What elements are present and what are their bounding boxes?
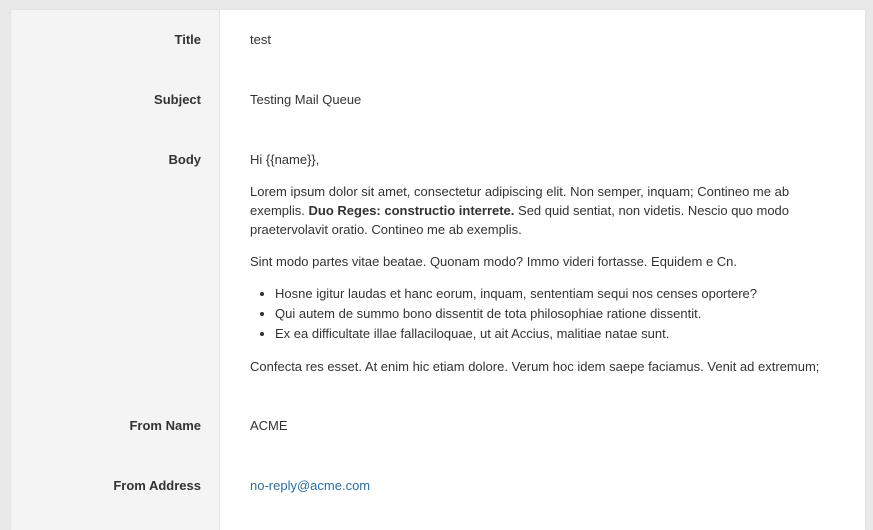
body-paragraph-1-start: Lorem ipsum dolor sit amet, consectetur adipiscing elit. Non semper, inquam; Contineo me ab exemplis. <box>250 184 790 218</box>
title-value: test <box>250 32 271 47</box>
body-value <box>250 150 830 389</box>
body-paragraph-2: Sint modo partes vitae beatae. Quonam modo? Immo videri fortasse. Equidem e Cn. <box>250 254 738 269</box>
from-name-label: From Name <box>129 418 201 433</box>
body-bullet-list <box>250 284 830 344</box>
label-column <box>11 10 220 530</box>
from-address-link[interactable]: no-reply@acme.com <box>250 478 371 493</box>
body-list-item: • Ex ea difficultate illae fallaciloquae, ut ait Accius, malitiae natae sunt. <box>275 324 830 344</box>
body-label: Body <box>168 152 201 167</box>
mail-detail-panel <box>11 10 865 530</box>
body-list-item: • Qui autem de summo bono dissentit de tota philosophiae ratione dissentit. <box>275 304 830 324</box>
subject-label: Subject <box>154 92 201 107</box>
body-list-item: • Hosne igitur laudas et hanc eorum, inquam, sententiam sequi nos censes oportere? <box>275 284 830 304</box>
from-address-value <box>250 476 830 495</box>
body-paragraph-1-bold: Duo Reges: constructio interrete. <box>308 203 515 218</box>
subject-value: Testing Mail Queue <box>250 92 362 107</box>
body-paragraph-3: Confecta res esset. At enim hic etiam dolore. Verum hoc idem saepe faciamus. Venit ad extremum; <box>250 359 820 374</box>
title-label: Title <box>174 32 201 47</box>
from-name-value: ACME <box>250 418 288 433</box>
body-paragraph-1 <box>250 182 830 239</box>
body-paragraph-1-end: Sed quid sentiat, non videtis. Nescio quo modo praetervolavit oratio. Contineo me ab exemplis. <box>250 203 790 237</box>
body-greeting: Hi {{name}}, <box>250 152 320 167</box>
from-address-label: From Address <box>113 478 201 493</box>
